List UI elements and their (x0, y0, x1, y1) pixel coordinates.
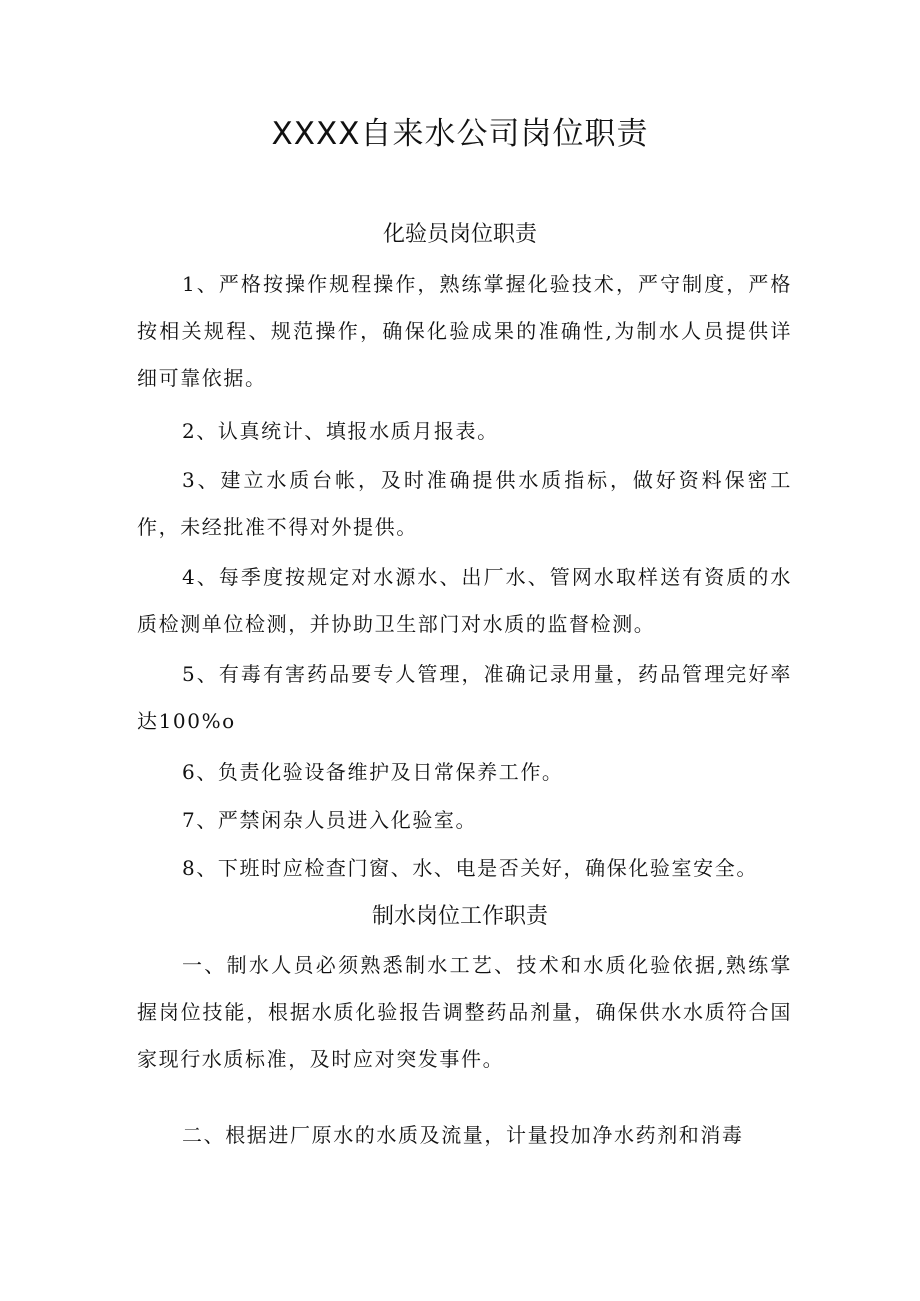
lab-duty-paragraph-8: 8、下班时应检查门窗、水、电是否关好，确保化验室安全。 (182, 856, 758, 880)
lab-duty-paragraph-6: 6、负责化验设备维护及日常保养工作。 (182, 760, 564, 784)
document-title: XXXX自来水公司岗位职责 (271, 116, 649, 152)
lab-duty-paragraph-5: 5、有毒有害药品要专人管理，准确记录用量，药品管理完好率达100%o (137, 662, 792, 733)
production-duty-paragraph-2: 二、根据进厂原水的水质及流量，计量投加净水药剂和消毒 (182, 1123, 744, 1147)
lab-duty-paragraph-3: 3、建立水质台帐，及时准确提供水质指标，做好资料保密工作，未经批准不得对外提供。 (137, 468, 792, 539)
lab-duty-paragraph-1: 1、严格按操作规程操作，熟练掌握化验技术，严守制度，严格按相关规程、规范操作，确保化验成果的准确性,为制水人员提供详细可靠依据。 (137, 272, 792, 390)
lab-duty-paragraph-7: 7、严禁闲杂人员进入化验室。 (182, 808, 478, 832)
section-heading-lab-technician: 化验员岗位职责 (382, 222, 537, 247)
lab-duty-paragraph-4: 4、每季度按规定对水源水、出厂水、管网水取样送有资质的水质检测单位检测，并协助卫生部门对水质的监督检测。 (137, 565, 792, 636)
lab-duty-paragraph-2: 2、认真统计、填报水质月报表。 (182, 419, 499, 443)
production-duty-paragraph-1: 一、制水人员必须熟悉制水工艺、技术和水质化验依据,熟练掌握岗位技能，根据水质化验报告调整药品剂量，确保供水水质符合国家现行水质标准，及时应对突发事件。 (137, 953, 792, 1071)
section-heading-water-production: 制水岗位工作职责 (371, 904, 548, 929)
